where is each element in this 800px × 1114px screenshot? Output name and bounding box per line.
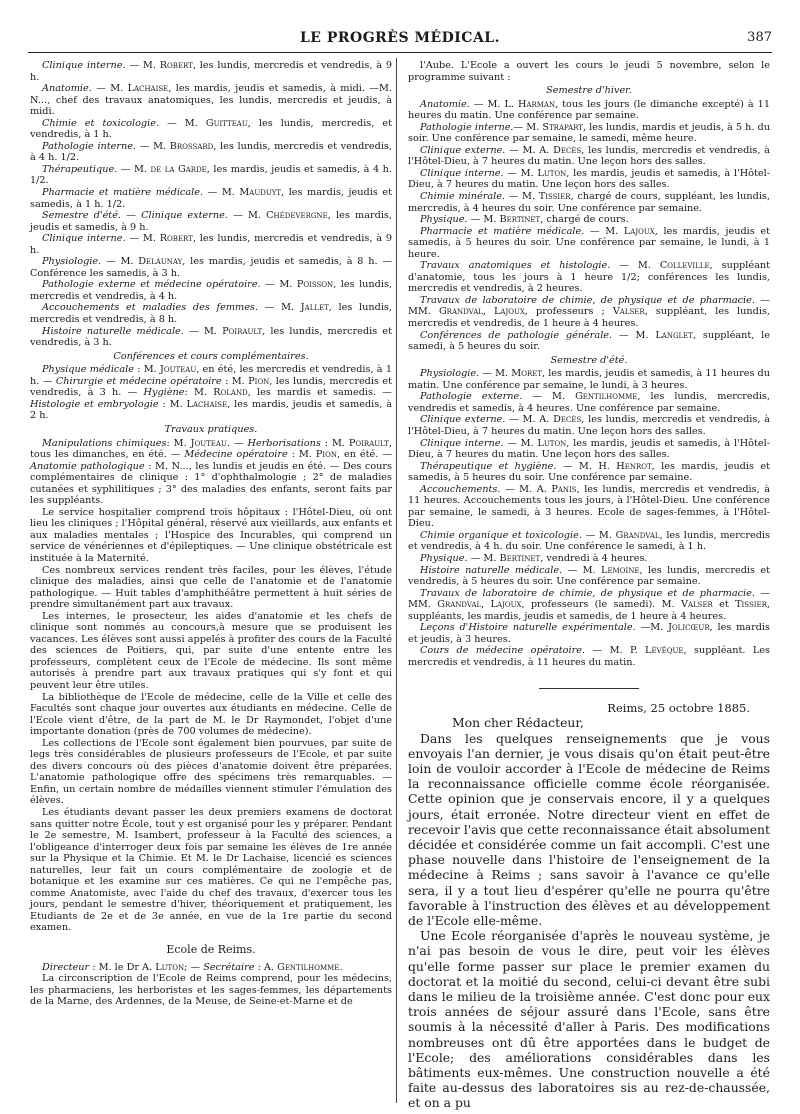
course-entry: Semestre d'été. — Clinique externe. — M. Chédevergne, les mardis, jeudis et samedis, à 9 h.: [30, 210, 392, 233]
course-entry: Thérapeutique et hygiène. — M. H. Henrot, les mardis, jeudis et samedis, à 5 heures du soir. Une conférence par semaine.: [408, 460, 770, 484]
course-entry: Pharmacie et matière médicale. — M. Lajoux, les mardis, jeudis et samedis, à 5 heures du soir. Une conférence par semaine, le lundi, à 1 heure.: [408, 225, 770, 260]
course-entry: Clinique externe. — M. A. Decès, les lundis, mercredis et vendredis, à l'Hôtel-Dieu, à 7 heures du matin. Une leçon hors des salles.: [408, 414, 770, 437]
left-column: [30, 60, 392, 1100]
course-entry: Clinique externe. — M. A. Decès, les lundis, mercredis et vendredis, à l'Hôtel-Dieu, à 7 heures du matin. Une leçon hors des salles.: [408, 144, 770, 168]
course-entry: Chimie organique et toxicologie. — M. Grandval, les lundis, mercredis et vendredis, à 4 h. du soir. Une conférence le samedi, à 1 h.: [408, 529, 770, 553]
paragraph: Les collections de l'Ecole sont également bien pourvues, par suite de legs très considérables de plusieurs professeurs de l'Ecole, et par suite des divers concours où des pièces d'anatomie doivent être préparées. L'anatomie pathologique offre des spécimens très remarquables. — Enfin, un certain nombre de médailles viennent stimuler l'émulation des élèves.: [30, 737, 392, 807]
course-entry: Histoire naturelle médicale. — M. Lemoine, les lundis, mercredis et vendredis, à 5 heures du soir. Une conférence par semaine.: [408, 564, 770, 588]
page-number: 387: [747, 30, 772, 45]
letter-date: Reims, 25 octobre 1885.: [607, 701, 750, 716]
header-rule: [28, 52, 772, 53]
letter-paragraph: Dans les quelques renseignements que je vous envoyais l'an dernier, je vous disais qu'on était peut-être loin de vouloir accorder à l'Ecole de médecine de Reims la reconnaissance officielle comme école réorganisée. Cette opinion que je conservais encore, il y a quelques jours, était erronée. Notre directeur vient en effet de recevoir l'avis que cette reconnaissance était absolument décidée et considérée comme un fait accompli. C'est une phase nouvelle dans l'histoire de l'enseignement de la médecine à Reims ; sans savoir à l'avance ce qu'elle sera, il y a tout lieu d'espérer qu'elle ne pourra qu'être favorable à l'instruction des élèves et au développement de l'Ecole elle-même.: [408, 730, 770, 928]
course-entry: Anatomie. — M. Lachaise, les mardis, jeudis et samedis, à midi. —M. N..., chef des travaux anatomiques, les lundis, mercredis et jeudis, à midi.: [30, 83, 392, 118]
subsection-heading: Travaux pratiques.: [164, 423, 258, 435]
course-entry: Clinique interne. — M. Luton, les mardis, jeudis et samedis, à l'Hôtel-Dieu, à 7 heures du matin. Une leçon hors des salles.: [408, 167, 770, 191]
column-divider: [396, 58, 397, 1103]
course-entry: Histoire naturelle médicale. — M. Poirault, les lundis, mercredis et vendredis, à 3 h.: [30, 325, 392, 349]
paragraph: Les étudiants devant passer les deux premiers examens de doctorat sans quitter notre École, tout y est organisé pour les y préparer. Pendant le 2e semestre, M. Isambert, professeur à la Faculté des sciences, a l'obligeance d'interroger deux fois par semaine les élèves de 1re année sur la Physique et la Chimie. Et M. le Dr Lachaise, licencié es sciences naturelles, leur fait un cours complémentaire de zoologie et de botanique et les examine sur ces matières. Ce qui ne l'empêche pas, comme Anatomiste, avec l'aide du chef des travaux, d'exercer tous les jours, pendant le semestre d'hiver, théoriquement et pratiquement, les Etudiants de 2e et de 3e année, en vue de la 1re partie du second examen.: [30, 807, 392, 934]
paragraph: Manipulations chimiques: M. Jouteau. — Herborisations : M. Poirault, tous les dimanches, en été. — Médecine opératoire : M. Pion, en été. — Anatomie pathologique : M. N..., les lundis et jeudis en été. — Des cours complémentaires de clinique : 1° d'ophthalmologie ; 2° de maladies cutanées et syphilitiques ; 3° des maladies des enfants, seront faits par les suppléants.: [30, 437, 392, 507]
paragraph: Physique médicale : M. Jouteau, en été, les mercredis et vendredis, à 1 h. — Chirurgie et médecine opératoire : M. Pion, les lundis, mercredis et vendredis, à 3 h. — Hygiène: M. Roland, les mardis et samedis. — Histologie et embryologie : M. Lachaise, les mardis, jeudis et samedis, à 2 h.: [30, 364, 392, 422]
course-entry: Accouchements et maladies des femmes. — M. Jallet, les lundis, mercredis et vendredis, à 8 h.: [30, 302, 392, 326]
journal-title: LE PROGRÈS MÉDICAL.: [299, 30, 501, 46]
course-entry: Thérapeutique. — M. de la Garde, les mardis, jeudis et samedis, à 4 h. 1/2.: [30, 163, 392, 187]
course-entry: Pathologie interne.— M. Strapart, les lundis, mardis et jeudis, à 5 h. du soir. Une conférence par semaine, le samedi, même heure.: [408, 121, 770, 145]
course-entry: Clinique interne. — M. Robert, les lundis, mercredis et vendredis, à 9 h.: [30, 60, 392, 83]
course-entry: Cours de médecine opératoire. — M. P. Lévêque, suppléant. Les mercredis et vendredis, à 11 heures du matin.: [408, 645, 770, 668]
paragraph: Le service hospitalier comprend trois hôpitaux : l'Hôtel-Dieu, où ont lieu les cliniques ; l'Hôpital général, réservé aux vieillards, aux enfants et aux maladies mentales ; l'Hospice des Incurables, qui comprend un service de vénériennes et d'épileptiques. — Une clinique obstétricale est instituée à la Maternité.: [30, 506, 392, 564]
course-entry: Clinique interne. — M. Robert, les lundis, mercredis et vendredis, à 9 h.: [30, 233, 392, 256]
course-entry: Chimie et toxicologie. — M. Guitteau, les lundis, mercredis, et vendredis, à 1 h.: [30, 117, 393, 141]
course-entry: Accouchements. — M. A. Panis, les lundis, mercredis et vendredis, à 11 heures. Accouchements tous les jours, à l'Hôtel-Dieu. Une conférence par semaine, le samedi, à 3 heures. Ecole de sages-femmes, à l'Hôtel-Dieu.: [408, 483, 770, 530]
course-entry: Physiologie. — M. Moret, les mardis, jeudis et samedis, à 11 heures du matin. Une conférence par semaine, le lundi, à 3 heures.: [408, 368, 770, 391]
paragraph: l'Aube. L'Ecole a ouvert les cours le jeudi 5 novembre, selon le programme suivant :: [408, 60, 770, 83]
course-entry: Pharmacie et matière médicale. — M. Mauduyt, les mardis, jeudis et samedis, à 1 h. 1/2.: [30, 187, 392, 210]
course-entry: Pathologie externe. — M. Gentilhomme, les lundis, mercredis, vendredis et samedis, à 4 heures. Une conférence par semaine.: [408, 391, 770, 414]
page-header: [28, 30, 772, 52]
section-heading: Ecole de Reims.: [166, 943, 256, 957]
course-entry: Chimie minérale. — M. Tissier, chargé de cours, suppléant, les lundis, mercredis, à 4 heures du soir. Une conférence par semaine.: [408, 191, 770, 214]
letter-salutation: Mon cher Rédacteur,: [452, 714, 584, 730]
course-entry: Physique. — M. Bertinet, vendredi à 4 heures.: [420, 552, 648, 564]
course-entry: Conférences de pathologie générale. — M. Langlet, suppléant, le samedi, à 5 heures du soir.: [408, 329, 770, 353]
course-entry: Leçons d'Histoire naturelle expérimentale. —M. Jolicœur, les mardis et jeudis, à 3 heures.: [408, 622, 770, 645]
subsection-heading: Semestre d'été.: [550, 354, 628, 366]
paragraph: Ces nombreux services rendent très faciles, pour les élèves, l'étude clinique des maladies, ainsi que celle de l'anatomie et de l'anatomie pathologique. — Huit tables d'amphithéâtre permettent à huit séries de prendre simultanément part aux travaux.: [30, 564, 392, 611]
right-column: [408, 60, 770, 1111]
paragraph: Directeur : M. le Dr A. Luton; — Secrétaire : A. Gentilhomme.: [42, 961, 343, 973]
course-entry: Travaux de laboratoire de chimie, de physique et de pharmacie. — MM. Grandval, Lajoux, professeurs ; Valser, suppléant, les lundis, mercredis et vendredis, de 1 heure à 4 heures.: [408, 294, 770, 330]
paragraph: La circonscription de l'Ecole de Reims comprend, pour les médecins, les pharmaciens, les herboristes et les sages-femmes, les départements de la Marne, des Ardennes, de la Meuse, de Seine-et-Marne et de: [30, 973, 392, 1008]
subsection-heading: Semestre d'hiver.: [546, 85, 632, 97]
subsection-heading: Conférences et cours complémentaires.: [113, 350, 309, 362]
course-entry: Pathologie interne. — M. Brossard, les lundis, mercredis et vendredis, à 4 h. 1/2.: [30, 140, 392, 164]
course-entry: Pathologie externe et médecine opératoire. — M. Poisson, les lundis, mercredis et vendredis, à 4 h.: [30, 279, 392, 302]
course-entry: Clinique interne. — M. Luton, les mardis, jeudis et samedis, à l'Hôtel-Dieu, à 7 heures du matin. Une leçon hors des salles.: [408, 437, 770, 461]
course-entry: Travaux anatomiques et histologie. — M. Colleville, suppléant d'anatomie, tous les jours à 1 heure 1/2; conférences les lundis, mercredis et vendredis, à 2 heures.: [408, 260, 770, 295]
paragraph: La bibliothèque de l'Ecole de médecine, celle de la Ville et celle des Facultés sont chaque jour ouvertes aux étudiants en médecine. Celle de l'Ecole vient d'être, de la part de M. le Dr Raymondet, l'objet d'une importante donation (près de 700 volumes de médecine).: [30, 691, 392, 738]
course-entry: Travaux de laboratoire de chimie, de physique et de pharmacie. — MM. Grandval, Lajoux, professeurs (le samedi). M. Valser et Tissier, suppléants, les mardis, jeudis et samedis, de 1 heure à 4 heures.: [408, 587, 770, 622]
course-entry: Physiologie. — M. Delaunay, les mardis, jeudis et samedis, à 8 h. — Conférence les samedis, à 3 h.: [30, 256, 392, 279]
course-entry: Physique. — M. Bertinet, chargé de cours.: [420, 214, 629, 226]
course-entry: Anatomie. — M. L. Harman, tous les jours (le dimanche excepté) à 11 heures du matin. Une conférence par semaine.: [408, 98, 770, 122]
section-rule: [539, 688, 639, 689]
letter-paragraph: Une Ecole réorganisée d'après le nouveau système, je n'ai pas besoin de vous le dire, peut voir les élèves qu'elle forme passer sur place le premier examen du doctorat et la moitié du second, celui-ci devant être subi dans le milieu de la troisième année. C'est donc pour eux trois années de séjour assuré dans l'Ecole, sans être soumis à la nécessité d'aller à Paris. Des modifications nombreuses ont dû être apportées dans le budget de l'Ecole; des améliorations considérables dans les bâtiments eux-mêmes. Une construction nouvelle a été faite au-dessus des laboratoires sis au rez-de-chaussée, et on a pu: [408, 928, 770, 1111]
paragraph: Les internes, le prosecteur, les aides d'anatomie et les chefs de clinique sont nommés au concours,à mesure que se produisent les vacances. Les élèves sont aussi appelés à profiter des cours de la Faculté des sciences de Poitiers, qui, par suite d'une entente entre les professeurs, complètent ceux de l'Ecole de médecine. Ils sont même autorisés à prendre part aux travaux pratiques qui s'y font et qui peuvent leur être utiles.: [30, 610, 392, 691]
